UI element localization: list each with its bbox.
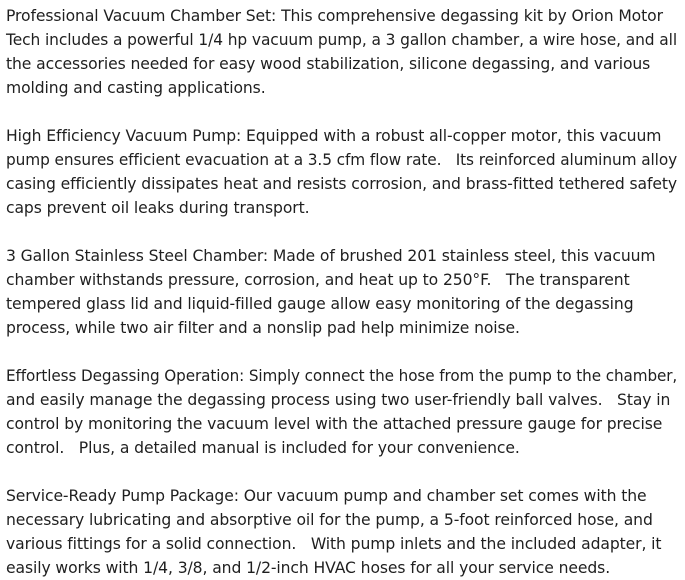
text-line: molding and casting applications. [6,79,266,97]
text-line: various fittings for a solid connection. With pump inlets and the included adapter, it [6,535,662,553]
paragraph-steel-chamber [6,244,685,340]
text-line: High Efficiency Vacuum Pump: Equipped with a robust all-copper motor, this vacuum [6,127,662,145]
text-line: 3 Gallon Stainless Steel Chamber: Made of brushed 201 stainless steel, this vacuum [6,247,656,265]
paragraph-vacuum-pump [6,124,685,220]
paragraph-degassing-operation [6,364,685,460]
text-line: chamber withstands pressure, corrosion, and heat up to 250°F. The transparent [6,271,630,289]
text-line: Service-Ready Pump Package: Our vacuum pump and chamber set comes with the [6,487,647,505]
paragraph-vacuum-chamber-set [6,4,685,100]
text-line: and easily manage the degassing process using two user-friendly ball valves. Stay in [6,391,671,409]
text-line: easily works with 1/4, 3/8, and 1/2-inch HVAC hoses for all your service needs. [6,559,611,577]
text-line: Tech includes a powerful 1/4 hp vacuum pump, a 3 gallon chamber, a wire hose, and all [6,31,678,49]
text-line: Professional Vacuum Chamber Set: This comprehensive degassing kit by Orion Motor [6,7,663,25]
text-line: tempered glass lid and liquid-filled gauge allow easy monitoring of the degassing [6,295,634,313]
text-line: the accessories needed for easy wood stabilization, silicone degassing, and various [6,55,651,73]
paragraph-pump-package [6,484,685,580]
text-line: control. Plus, a detailed manual is included for your convenience. [6,439,520,457]
text-line: caps prevent oil leaks during transport. [6,199,310,217]
text-line: necessary lubricating and absorptive oil for the pump, a 5-foot reinforced hose, and [6,511,653,529]
text-line: control by monitoring the vacuum level with the attached pressure gauge for precise [6,415,663,433]
text-line: process, while two air filter and a nonslip pad help minimize noise. [6,319,520,337]
text-line: pump ensures efficient evacuation at a 3.5 cfm flow rate. Its reinforced aluminum alloy [6,151,678,169]
text-line: Effortless Degassing Operation: Simply connect the hose from the pump to the chamber, [6,367,678,385]
text-line: casing efficiently dissipates heat and resists corrosion, and brass-fitted tethered safety [6,175,677,193]
